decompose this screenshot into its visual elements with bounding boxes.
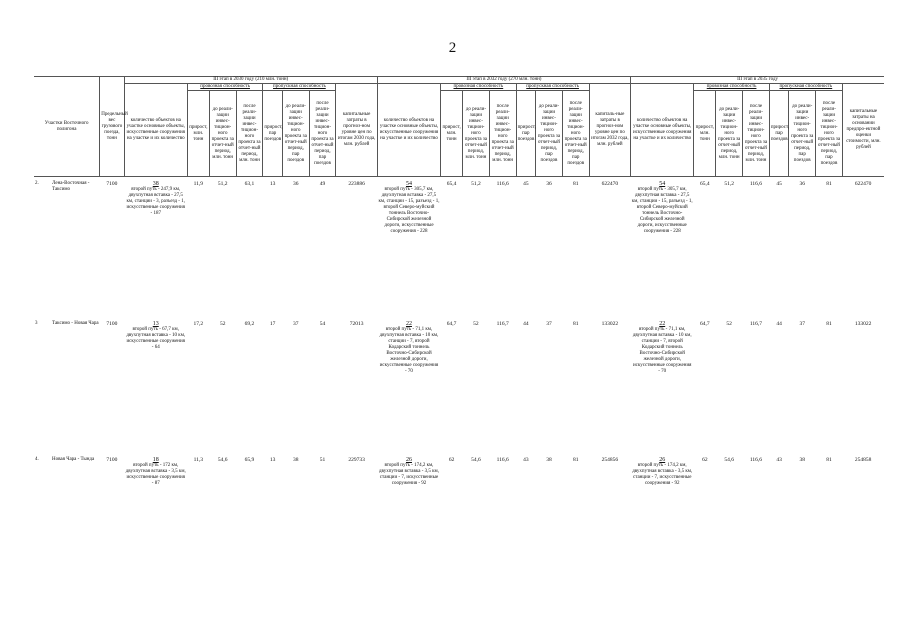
header-increase-pairs: прирост, пар поездов bbox=[769, 91, 788, 177]
header-section: Участки Восточного полигона bbox=[34, 77, 100, 177]
table-body bbox=[34, 177, 884, 543]
objects-cell bbox=[631, 177, 694, 317]
objects-description: второй путь - 71,1 км, двухпутная вставка - 10 км, станции - 7, второй Кодарский тоннель Восточно-Сибирской железной дороги, искусственные сооружения - 70 bbox=[632, 326, 692, 374]
header-after-mt: после реали-зации инвес-тицион-ного проекта за отчет-ный период, млн. тонн bbox=[489, 91, 516, 177]
value-cell: 81 bbox=[826, 320, 832, 327]
value-cell: 54,6 bbox=[217, 456, 228, 463]
value-cell: 81 bbox=[572, 456, 579, 463]
value-cell: 116,7 bbox=[749, 320, 763, 327]
value-cell: 44 bbox=[523, 320, 529, 327]
value-cell: 52 bbox=[219, 320, 226, 327]
value-cell: 52 bbox=[726, 320, 732, 327]
value-cell: 54,6 bbox=[471, 456, 481, 463]
value-cell: 36 bbox=[546, 181, 552, 187]
header-after-pairs: после реали-зации инвес-тицион-ного проекта за отчет-ный период, пар поездов bbox=[562, 91, 589, 177]
header-before-mt: до реали-зации инвес-тицион-ного проекта за отчет-ный период, млн. тонн bbox=[463, 91, 490, 177]
capex-cell: 622470 bbox=[601, 181, 619, 187]
header-increase-mt: прирост, млн. тонн bbox=[187, 91, 209, 177]
capex-cell: 133022 bbox=[601, 320, 619, 327]
value-cell: 13 bbox=[269, 456, 276, 463]
value-cell: 64,7 bbox=[446, 320, 457, 327]
objects-cell bbox=[124, 453, 187, 543]
header-objects-2030: количество объектов на участке основные объекты, искусственные сооружения на участке и их количество bbox=[124, 84, 187, 177]
max-weight-cell: 7100 bbox=[106, 456, 118, 463]
capex-cell: 622470 bbox=[854, 181, 872, 187]
objects-cell bbox=[124, 317, 187, 453]
objects-description: второй путь - 174,2 км, двухпутная вставка - 3,5 км, станции - 7, искусственные сооружения - 92 bbox=[632, 462, 693, 486]
objects-description: второй путь - 174,2 км, двухпутная вставка - 3,5 км, станции - 7, искусственные сооружения - 92 bbox=[378, 462, 439, 486]
value-cell: 64,7 bbox=[700, 320, 710, 327]
header-after-pairs: после реали-зации инвес-тицион-ного проекта за отчет-ный период, пар поездов bbox=[309, 91, 336, 177]
header-objects-2032: количество объектов на участке основные объекты, искусственные сооружения на участке и их количество bbox=[377, 84, 440, 177]
value-cell: 65,4 bbox=[700, 181, 710, 187]
objects-description: второй путь - 305,7 км, двухпутная вставка - 27,5 км, станции - 15, разъезд - 1, второй Северо-муйский тоннель Восточно-Сибирской железной дороги, искусственные сооружения - 228 bbox=[378, 187, 440, 234]
row-number: 2. bbox=[35, 181, 39, 186]
value-cell: 36 bbox=[292, 181, 299, 187]
objects-description: второй путь - 67,7 км, двухпутная вставка - 10 км, искусственные сооружения - 64 bbox=[126, 326, 186, 350]
value-cell: 81 bbox=[826, 456, 832, 463]
header-capex-2035: капитальные затраты на основании предпро-ектной оценки стоимости, млн. рублей bbox=[842, 84, 884, 177]
value-cell: 45 bbox=[776, 181, 782, 187]
capex-cell: 254856 bbox=[601, 456, 619, 463]
capacity-table bbox=[34, 76, 884, 543]
value-cell: 38 bbox=[546, 456, 552, 463]
header-increase-mt: прирост, млн. тонн bbox=[694, 91, 716, 177]
value-cell: 116,6 bbox=[496, 456, 509, 463]
objects-count: 54 bbox=[405, 181, 412, 187]
value-cell: 116,7 bbox=[496, 320, 509, 327]
value-cell: 81 bbox=[572, 320, 579, 327]
objects-description: второй путь - 247,9 км, двухпутная вставка - 27,5 км, станции - 3, разъезд - 1, искусственные сооружения - 187 bbox=[126, 187, 185, 216]
header-capex-2032: капиталь-ные затраты в прогноз-ном уровне цен по итогам 2032 года, млн. рублей bbox=[589, 84, 630, 177]
objects-count: 26 bbox=[659, 456, 666, 463]
header-after-pairs: после реали-зации инвес-тицион-ного проекта за отчет-ный период, пар поездов bbox=[816, 91, 843, 177]
group-throughput-2032: провозная способность bbox=[441, 84, 516, 91]
header-before-mt: до реали-зации инвес-тицион-ного проекта за отчет-ный период, млн. тонн bbox=[209, 91, 236, 177]
value-cell: 81 bbox=[826, 181, 832, 187]
value-cell: 116,6 bbox=[496, 181, 509, 187]
header-max-weight: Предельный вес грузового поезда, тонн bbox=[100, 77, 124, 177]
capex-cell: 133022 bbox=[854, 320, 872, 327]
value-cell: 11,3 bbox=[193, 456, 204, 463]
value-cell: 52 bbox=[473, 320, 479, 327]
header-objects-2035: количество объектов на участке основные объекты, искусственные сооружения на участке и их количество bbox=[631, 84, 694, 177]
value-cell: 38 bbox=[799, 456, 805, 463]
objects-cell bbox=[377, 177, 440, 317]
value-cell: 37 bbox=[799, 320, 805, 327]
header-before-pairs: до реали-зации инвес-тицион-ного проекта за отчет-ный период, пар поездов bbox=[789, 91, 816, 177]
header-before-mt: до реали-зации инвес-тицион-ного проекта за отчет-ный период, млн. тонн bbox=[716, 91, 743, 177]
header-increase-pairs: прирост, пар поездов bbox=[263, 91, 282, 177]
value-cell: 116,6 bbox=[749, 181, 763, 187]
capex-cell: 254858 bbox=[854, 456, 872, 463]
capex-cell: 229733 bbox=[348, 456, 365, 463]
page-number: 2 bbox=[448, 40, 457, 56]
value-cell: 116,6 bbox=[749, 456, 763, 463]
value-cell: 37 bbox=[292, 320, 299, 327]
group-passage-2030: пропускная способность bbox=[263, 84, 336, 91]
capex-cell: 72013 bbox=[349, 320, 364, 327]
objects-cell bbox=[124, 177, 187, 317]
objects-count: 18 bbox=[152, 456, 159, 463]
objects-count: 26 bbox=[405, 456, 412, 463]
objects-cell bbox=[631, 453, 694, 543]
group-passage-2032: пропускная способность bbox=[516, 84, 589, 91]
value-cell: 69,2 bbox=[244, 320, 255, 327]
value-cell: 63,1 bbox=[244, 181, 255, 187]
value-cell: 49 bbox=[319, 181, 326, 187]
table-row bbox=[34, 177, 884, 317]
objects-description: второй путь - 305,7 км, двухпутная вставка - 27,5 км, станции - 15, разъезд - 1, второй Северо-муйский тоннель Восточно-Сибирской железной дороги, искусственные сооружения - 228 bbox=[631, 187, 693, 234]
header-before-pairs: до реали-зации инвес-тицион-ного проекта за отчет-ный период, пар поездов bbox=[282, 91, 309, 177]
table-header bbox=[34, 77, 884, 177]
value-cell: 17 bbox=[269, 320, 276, 327]
value-cell: 51,2 bbox=[217, 181, 228, 187]
objects-count: 54 bbox=[659, 181, 666, 187]
value-cell: 44 bbox=[776, 320, 782, 327]
objects-cell bbox=[377, 317, 440, 453]
section-name: Новая Чара - Тында bbox=[52, 456, 95, 462]
table-row bbox=[34, 453, 884, 543]
max-weight-cell: 7100 bbox=[106, 181, 118, 187]
value-cell: 54,6 bbox=[724, 456, 734, 463]
value-cell: 45 bbox=[523, 181, 529, 187]
value-cell: 62 bbox=[448, 456, 455, 463]
group-throughput-2035: провозная способность bbox=[694, 84, 769, 91]
row-number: 4. bbox=[35, 456, 39, 462]
objects-cell bbox=[631, 317, 694, 453]
value-cell: 62 bbox=[702, 456, 708, 463]
header-after-mt: после реали-зации инвес-тицион-ного проекта за отчет-ный период, млн. тонн bbox=[236, 91, 263, 177]
value-cell: 43 bbox=[523, 456, 529, 463]
value-cell: 81 bbox=[572, 181, 579, 187]
value-cell: 38 bbox=[292, 456, 299, 463]
header-increase-pairs: прирост, пар поездов bbox=[516, 91, 535, 177]
objects-count: 22 bbox=[659, 320, 666, 327]
objects-count: 38 bbox=[152, 181, 159, 187]
row-number: 3 bbox=[35, 320, 38, 326]
objects-count: 13 bbox=[152, 320, 159, 327]
group-passage-2035: пропускная способность bbox=[769, 84, 842, 91]
objects-description: второй путь - 71,1 км, двухпутная вставка - 10 км, станции - 7, второй Кодарский тоннель Восточно-Сибирской железной дороги, искусственные сооружения - 70 bbox=[379, 326, 439, 374]
stage-title-2030: III этап в 2030 году (210 млн. тонн) bbox=[124, 77, 377, 84]
value-cell: 36 bbox=[799, 181, 805, 187]
header-before-pairs: до реали-зации инвес-тицион-ного проекта за отчет-ный период, пар поездов bbox=[536, 91, 563, 177]
section-name: Таксимо - Новая Чара bbox=[52, 320, 99, 326]
max-weight-cell: 7100 bbox=[106, 320, 118, 327]
group-throughput-2030: провозная способность bbox=[187, 84, 262, 91]
value-cell: 13 bbox=[269, 181, 276, 187]
objects-description: второй путь - 172 км, двухпутная вставка - 3,5 км, искусственные сооружения - 87 bbox=[125, 462, 186, 486]
value-cell: 65,4 bbox=[446, 181, 457, 187]
value-cell: 37 bbox=[546, 320, 552, 327]
header-capex-2030: капитальные затраты в прогноз-ном уровне цен по итогам 2030 года, млн. рублей bbox=[336, 84, 377, 177]
value-cell: 51,2 bbox=[724, 181, 734, 187]
header-after-mt: после реали-зации инвес-тицион-ного проекта за отчет-ный период, млн. тонн bbox=[743, 91, 770, 177]
section-name: Лена-Восточная - Таксимо bbox=[52, 181, 90, 192]
stage-title-2035: III этап в 2035 году bbox=[631, 77, 884, 84]
capex-cell: 223886 bbox=[348, 181, 365, 187]
value-cell: 54 bbox=[319, 320, 326, 327]
objects-count: 22 bbox=[405, 320, 412, 327]
table-row bbox=[34, 317, 884, 453]
value-cell: 65,9 bbox=[244, 456, 255, 463]
value-cell: 17,2 bbox=[193, 320, 204, 327]
header-increase-mt: прирост, млн. тонн bbox=[441, 91, 463, 177]
stage-title-2032: III этап в 2032 году (270 млн. тонн) bbox=[377, 77, 630, 84]
value-cell: 51,2 bbox=[471, 181, 481, 187]
value-cell: 11,9 bbox=[193, 181, 204, 187]
objects-cell bbox=[377, 453, 440, 543]
value-cell: 51 bbox=[319, 456, 326, 463]
value-cell: 43 bbox=[776, 456, 782, 463]
